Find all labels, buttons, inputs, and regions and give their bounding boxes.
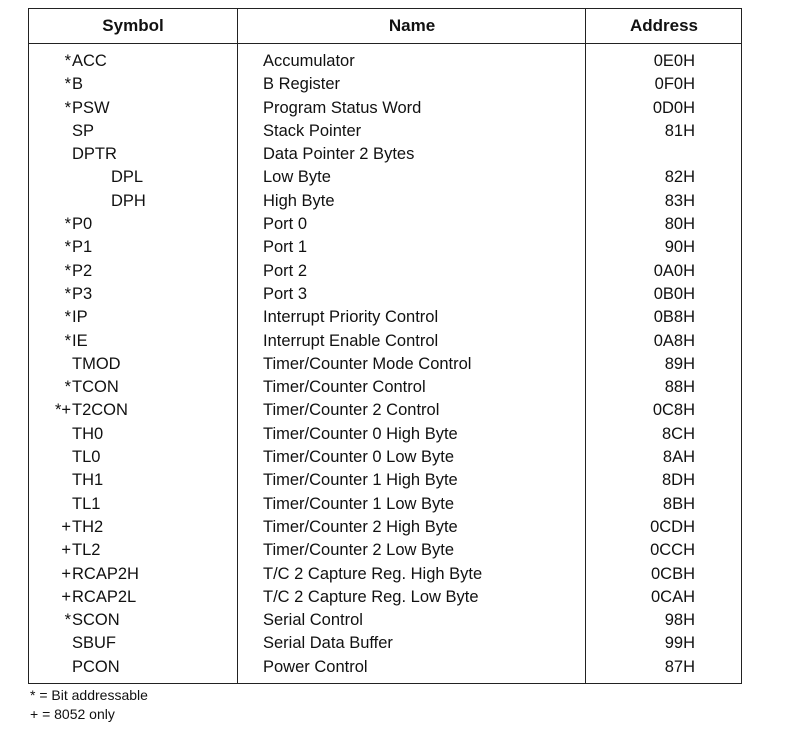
row-mark: *: [64, 611, 71, 630]
table-row: [29, 586, 741, 609]
table-row: [29, 213, 741, 236]
row-name: Interrupt Priority Control: [263, 308, 439, 327]
row-name: Low Byte: [263, 168, 331, 187]
row-name: Power Control: [263, 657, 368, 676]
row-address: 82H: [664, 168, 695, 187]
row-symbol: TH1: [72, 471, 104, 490]
table-row: [29, 120, 741, 143]
sfr-table: [28, 8, 742, 684]
table-header: [29, 9, 741, 44]
table-row: [29, 73, 741, 96]
table-row: [29, 236, 741, 259]
row-address: 80H: [664, 215, 695, 234]
row-name: Timer/Counter Mode Control: [263, 354, 472, 373]
row-address: 88H: [664, 378, 695, 397]
table-row: [29, 493, 741, 516]
row-address: 98H: [664, 611, 695, 630]
row-name: Accumulator: [263, 52, 355, 70]
row-symbol: DPTR: [72, 145, 117, 164]
table-row: [29, 50, 741, 73]
row-name: Serial Data Buffer: [263, 634, 393, 653]
table-row: [29, 423, 741, 446]
row-name: B Register: [263, 75, 341, 94]
table-row: [29, 353, 741, 376]
table-row: [29, 190, 741, 213]
table-row: [29, 516, 741, 539]
row-address: 0A0H: [653, 261, 695, 280]
table-row: [29, 97, 741, 120]
header-symbol: Symbol: [102, 16, 164, 35]
row-address: 0CDH: [650, 517, 695, 536]
row-address: 83H: [664, 191, 695, 210]
row-mark: *: [64, 261, 71, 280]
table-row: [29, 143, 741, 166]
row-address: 0C8H: [652, 401, 695, 420]
row-mark: *: [64, 98, 71, 117]
row-mark: +: [61, 587, 71, 606]
row-name: Port 3: [263, 284, 308, 303]
header-address: Address: [629, 16, 699, 35]
row-symbol: IE: [72, 331, 88, 350]
table-row: [29, 306, 741, 329]
row-mark: *: [64, 378, 71, 397]
table-row: [29, 469, 741, 492]
table-row: [29, 656, 741, 679]
row-address: 0B8H: [653, 308, 695, 327]
row-address: 0E0H: [653, 52, 695, 70]
footnote-text: = Bit addressable: [39, 687, 148, 703]
table-row: [29, 446, 741, 469]
footnote-mark: +: [30, 706, 39, 722]
row-name: Stack Pointer: [263, 121, 362, 140]
header-name: Name: [388, 16, 436, 35]
row-symbol: TH2: [72, 517, 104, 536]
row-symbol: TMOD: [72, 354, 121, 373]
row-symbol: TL0: [72, 448, 101, 467]
row-symbol: ACC: [72, 52, 107, 70]
table-row: [29, 330, 741, 353]
row-mark: *: [64, 284, 71, 303]
row-address: 0CBH: [650, 564, 695, 583]
table-row: [29, 539, 741, 562]
row-address: 8DH: [661, 471, 695, 490]
row-mark: *: [64, 75, 71, 94]
row-address: 89H: [664, 354, 695, 373]
table-row: [29, 609, 741, 632]
row-mark: +: [61, 541, 71, 560]
row-name: Timer/Counter 2 Control: [263, 401, 440, 420]
row-symbol: TL2: [72, 541, 101, 560]
row-symbol: RCAP2L: [72, 587, 137, 606]
footnotes: [30, 686, 148, 724]
row-symbol: SP: [72, 121, 95, 140]
row-name: Port 0: [263, 215, 308, 234]
row-name: Program Status Word: [263, 98, 422, 117]
table-row: [29, 260, 741, 283]
row-address: 99H: [664, 634, 695, 653]
row-symbol: TH0: [72, 424, 104, 443]
row-name: T/C 2 Capture Reg. High Byte: [263, 564, 483, 583]
row-symbol: P0: [72, 215, 93, 234]
row-mark: *+: [54, 401, 71, 420]
table-row: [29, 399, 741, 422]
row-address: 8CH: [661, 424, 695, 443]
row-name: Timer/Counter 2 High Byte: [263, 517, 458, 536]
row-name: Port 2: [263, 261, 308, 280]
row-symbol: PSW: [72, 98, 110, 117]
footnote-8052-only: [30, 705, 148, 724]
footnote-bit-addressable: [30, 686, 148, 705]
row-symbol: IP: [72, 308, 88, 327]
row-symbol: DPL: [111, 168, 144, 187]
row-address: 8BH: [662, 494, 695, 513]
row-name: Timer/Counter 1 High Byte: [263, 471, 458, 490]
row-address: 87H: [664, 657, 695, 676]
row-mark: *: [64, 331, 71, 350]
row-mark: *: [64, 238, 71, 257]
row-mark: +: [61, 517, 71, 536]
row-address: 0CCH: [650, 541, 695, 560]
row-mark: *: [64, 52, 71, 70]
row-address: 81H: [664, 121, 695, 140]
row-mark: +: [61, 564, 71, 583]
row-name: Timer/Counter 0 Low Byte: [263, 448, 455, 467]
row-name: High Byte: [263, 191, 335, 210]
row-name: Data Pointer 2 Bytes: [263, 145, 415, 164]
row-symbol: PCON: [72, 657, 120, 676]
row-symbol: P2: [72, 261, 93, 280]
footnote-text: = 8052 only: [42, 706, 115, 722]
row-symbol: SBUF: [72, 634, 117, 653]
row-symbol: SCON: [72, 611, 120, 630]
row-symbol: DPH: [111, 191, 146, 210]
row-name: Port 1: [263, 238, 308, 257]
row-name: Timer/Counter 1 Low Byte: [263, 494, 455, 513]
table-row: [29, 166, 741, 189]
row-symbol: T2CON: [72, 401, 128, 420]
table-row: [29, 632, 741, 655]
row-address: 0CAH: [650, 587, 695, 606]
row-address: 8AH: [662, 448, 695, 467]
row-address: 90H: [664, 238, 695, 257]
row-name: Timer/Counter Control: [263, 378, 426, 397]
table-row: [29, 283, 741, 306]
row-symbol: TL1: [72, 494, 101, 513]
row-name: Timer/Counter 2 Low Byte: [263, 541, 455, 560]
table-row: [29, 376, 741, 399]
row-name: T/C 2 Capture Reg. Low Byte: [263, 587, 479, 606]
row-symbol: P1: [72, 238, 93, 257]
row-symbol: B: [72, 75, 84, 94]
row-address: 0F0H: [654, 75, 695, 94]
row-name: Interrupt Enable Control: [263, 331, 439, 350]
table-body: [29, 50, 741, 679]
row-address: 0A8H: [653, 331, 695, 350]
row-mark: *: [64, 215, 71, 234]
row-address: 0D0H: [652, 98, 695, 117]
row-symbol: TCON: [72, 378, 119, 397]
table-row: [29, 563, 741, 586]
row-mark: *: [64, 308, 71, 327]
row-name: Serial Control: [263, 611, 363, 630]
row-address: 0B0H: [653, 284, 695, 303]
row-name: Timer/Counter 0 High Byte: [263, 424, 458, 443]
row-symbol: P3: [72, 284, 93, 303]
row-symbol: RCAP2H: [72, 564, 139, 583]
footnote-mark: *: [30, 687, 36, 703]
